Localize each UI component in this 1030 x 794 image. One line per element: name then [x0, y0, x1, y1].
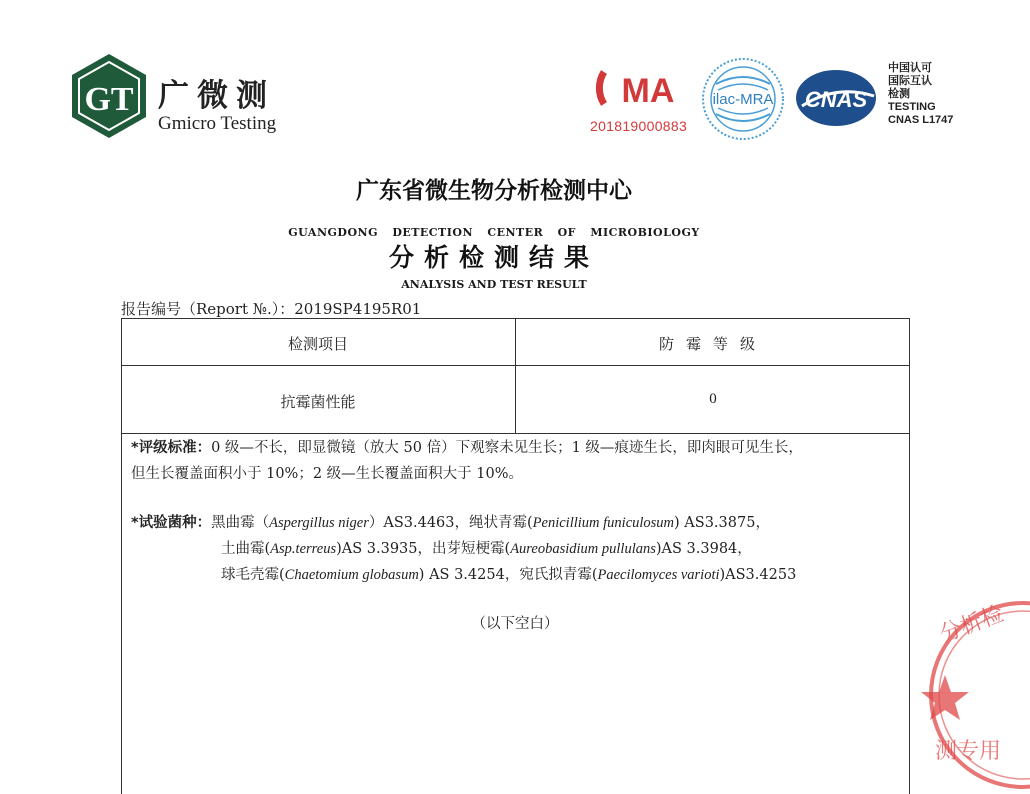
strain-line [131, 562, 899, 588]
cnas-line: 中国认可 [888, 62, 932, 74]
cell-mould-grade: 0 [709, 391, 717, 407]
report-number: 2019SP4195R01 [294, 300, 422, 318]
center-title-cn: 广东省微生物分析检测中心 [356, 178, 632, 204]
grading-text: 但生长覆盖面积小于 10%；2 级—生长覆盖面积大于 10%。 [131, 466, 524, 482]
strain-line [131, 536, 899, 562]
report-number-label: 报告编号（Report №.）： [121, 300, 295, 318]
report-number-line [121, 298, 421, 319]
strain: 土曲霉(Asp.terreus)AS 3.3935， [221, 541, 433, 557]
logo-letters: GT [84, 81, 134, 118]
ilac-mark: ilac-MRA [712, 91, 774, 108]
cnas-line: CNAS L1747 [888, 114, 954, 126]
cell-test-item: 抗霉菌性能 [280, 393, 356, 411]
cma-logo-icon [598, 64, 684, 112]
strain: 绳状青霉(Penicillium funiculosum) AS3.3875， [469, 515, 770, 531]
grading-label: *评级标准： [131, 440, 212, 456]
strain: 宛氏拟青霉(Paecilomyces varioti)AS3.4253 [519, 567, 797, 583]
cma-number: 201819000883 [590, 118, 688, 134]
center-title-en: GUANGDONG DETECTION CENTER OF MICROBIOLOGY [288, 226, 700, 239]
header-mould-grade: 防霉等级 [658, 335, 767, 353]
strains-label: *试验菌种： [131, 515, 212, 531]
strain: 黑曲霉（Aspergillus niger）AS3.4463， [211, 515, 469, 531]
ilac-mra-logo-icon [698, 56, 788, 142]
brand-name-en: Gmicro Testing [158, 113, 277, 134]
strain: 出芽短梗霉(Aureobasidium pullulans)AS 3.3984， [432, 541, 752, 557]
blank-below-note: （以下空白） [471, 616, 559, 632]
cnas-logo-icon [792, 66, 880, 130]
header-test-item: 检测项目 [287, 335, 348, 353]
stamp-text: 分析检 [936, 601, 1008, 648]
cnas-mark: CNAS [804, 87, 868, 112]
official-stamp-icon [905, 600, 1008, 791]
result-title-en: ANALYSIS AND TEST RESULT [401, 278, 587, 291]
grading-text: 0 级—不长，即显微镜（放大 50 倍）下观察未见生长；1 级—痕迹生长，即肉眼可见生长， [211, 440, 803, 456]
gmicro-logo-icon [70, 52, 148, 140]
cnas-accreditation-text [888, 62, 953, 127]
test-strains [131, 510, 899, 588]
table-row-divider [121, 365, 910, 366]
stamp-text: 测专用 [935, 739, 1002, 764]
table-row-divider [121, 433, 910, 434]
cma-mark: MA [621, 72, 675, 110]
result-title-cn: 分析检测结果 [388, 243, 599, 272]
strain: 球毛壳霉(Chaetomium globasum) AS 3.4254， [221, 567, 520, 583]
brand-name-cn: 广微测 [158, 78, 275, 114]
cnas-line: TESTING [888, 101, 936, 113]
cnas-line: 国际互认 [888, 75, 932, 87]
cnas-line: 检测 [888, 88, 910, 100]
grading-standard [131, 435, 899, 487]
